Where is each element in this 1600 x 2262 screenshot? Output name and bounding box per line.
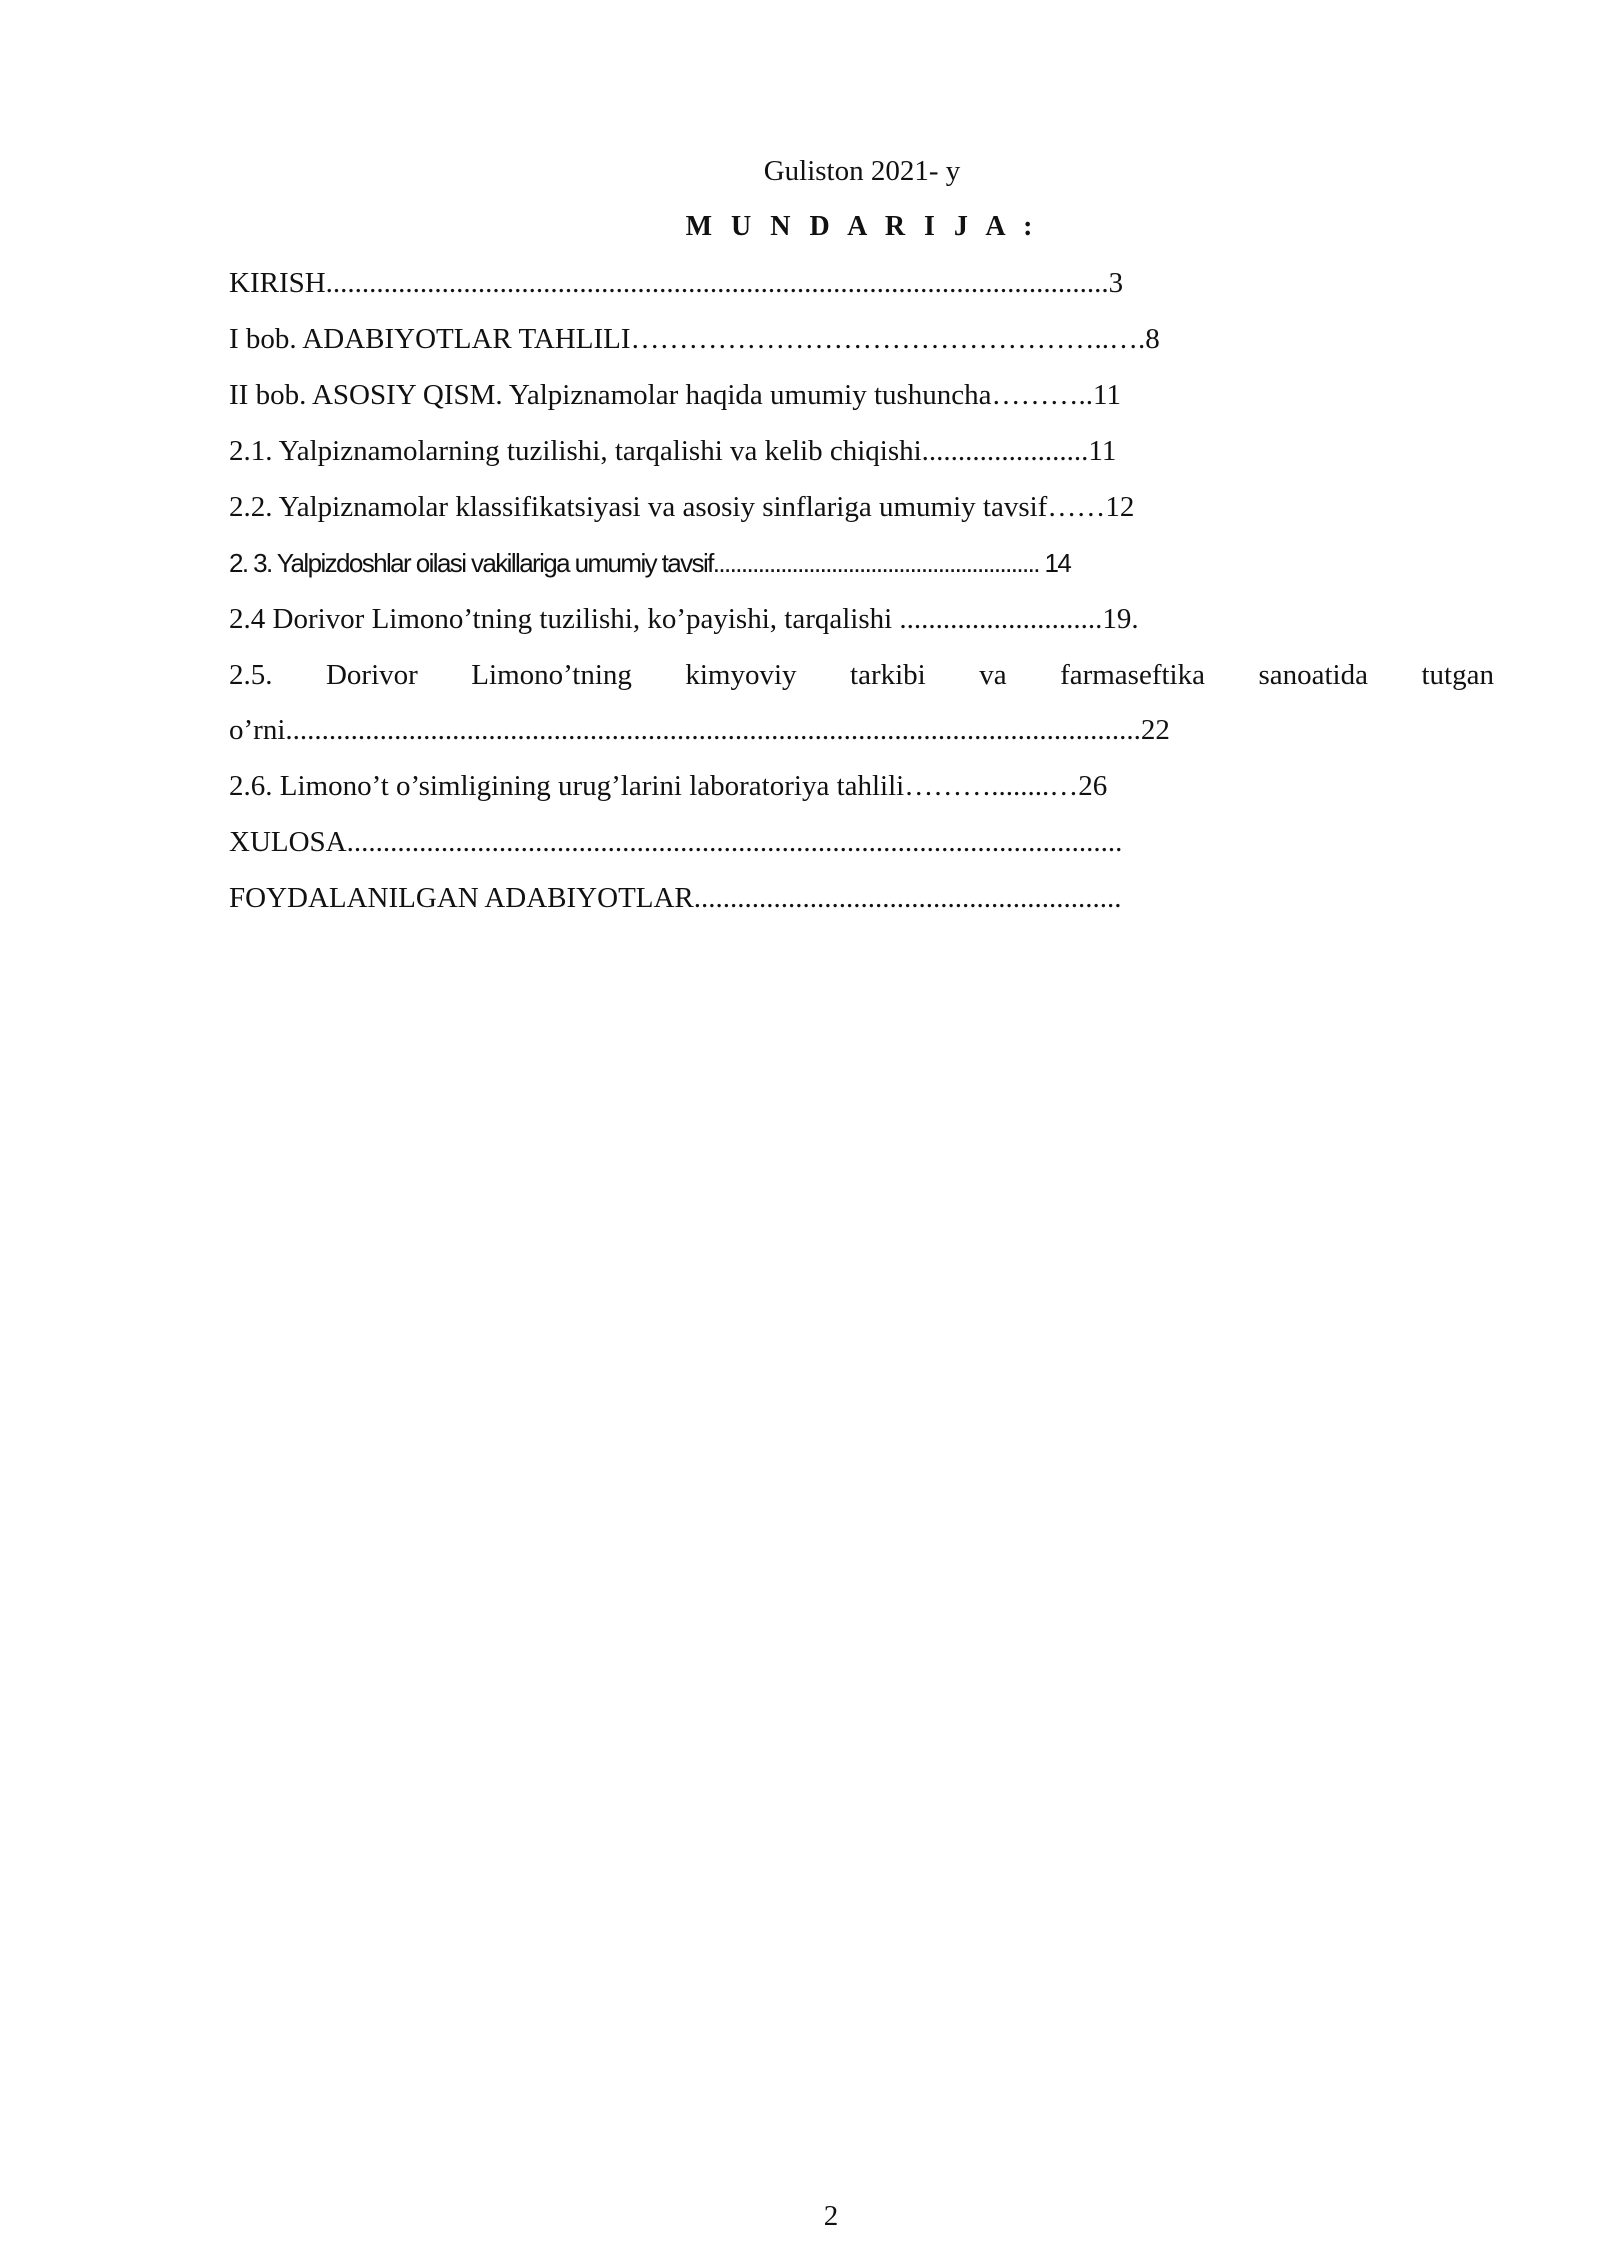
toc-entry-xulosa: XULOSA........................................................................................................... xyxy=(229,826,1123,858)
toc-entry-chapter-1: I bob. ADABIYOTLAR TAHLILI…………………………………………..….8 xyxy=(229,323,1160,355)
toc-word: tutgan xyxy=(1421,659,1494,691)
toc-word: Limono’tning xyxy=(471,659,632,691)
place-year: Guliston 2021- y xyxy=(763,155,961,187)
toc-entry-chapter-2: II bob. ASOSIY QISM. Yalpiznamolar haqida umumiy tushuncha………..11 xyxy=(229,379,1121,411)
page-number: 2 xyxy=(823,2200,839,2232)
toc-entry-2-1: 2.1. Yalpiznamolarning tuzilishi, tarqalishi va kelib chiqishi.......................11 xyxy=(229,435,1117,467)
toc-entry-2-4: 2.4 Dorivor Limono’tning tuzilishi, ko’payishi, tarqalishi ............................19. xyxy=(229,603,1139,635)
toc-word: 2.5. xyxy=(229,659,273,691)
toc-word: farmaseftika xyxy=(1060,659,1205,691)
toc-word: Dorivor xyxy=(325,659,418,691)
toc-entry-2-5-line-1 xyxy=(229,657,1494,693)
toc-title: M U N D A R I J A : xyxy=(685,211,1039,242)
toc-entry-2-6: 2.6. Limono’t o’simligining urug’larini laboratoriya tahlili………........…26 xyxy=(229,770,1108,802)
toc-word: sanoatida xyxy=(1258,659,1368,691)
toc-entry-2-2: 2.2. Yalpiznamolar klassifikatsiyasi va asosiy sinflariga umumiy tavsif……12 xyxy=(229,491,1135,523)
toc-entry-bibliography: FOYDALANILGAN ADABIYOTLAR........................................................... xyxy=(229,882,1122,914)
toc-word: kimyoviy xyxy=(685,659,797,691)
toc-word: tarkibi xyxy=(850,659,926,691)
toc-entry-2-5-line-2: o’rni......................................................................................................................22 xyxy=(229,714,1170,746)
toc-word: va xyxy=(979,659,1007,691)
toc-entry-2-3: 2. 3. Yalpizdoshlar oilasi vakillariga umumiy tavsif.......................................................... 14 xyxy=(229,548,1071,578)
toc-entry-kirish: KIRISH............................................................................................................3 xyxy=(229,267,1124,299)
